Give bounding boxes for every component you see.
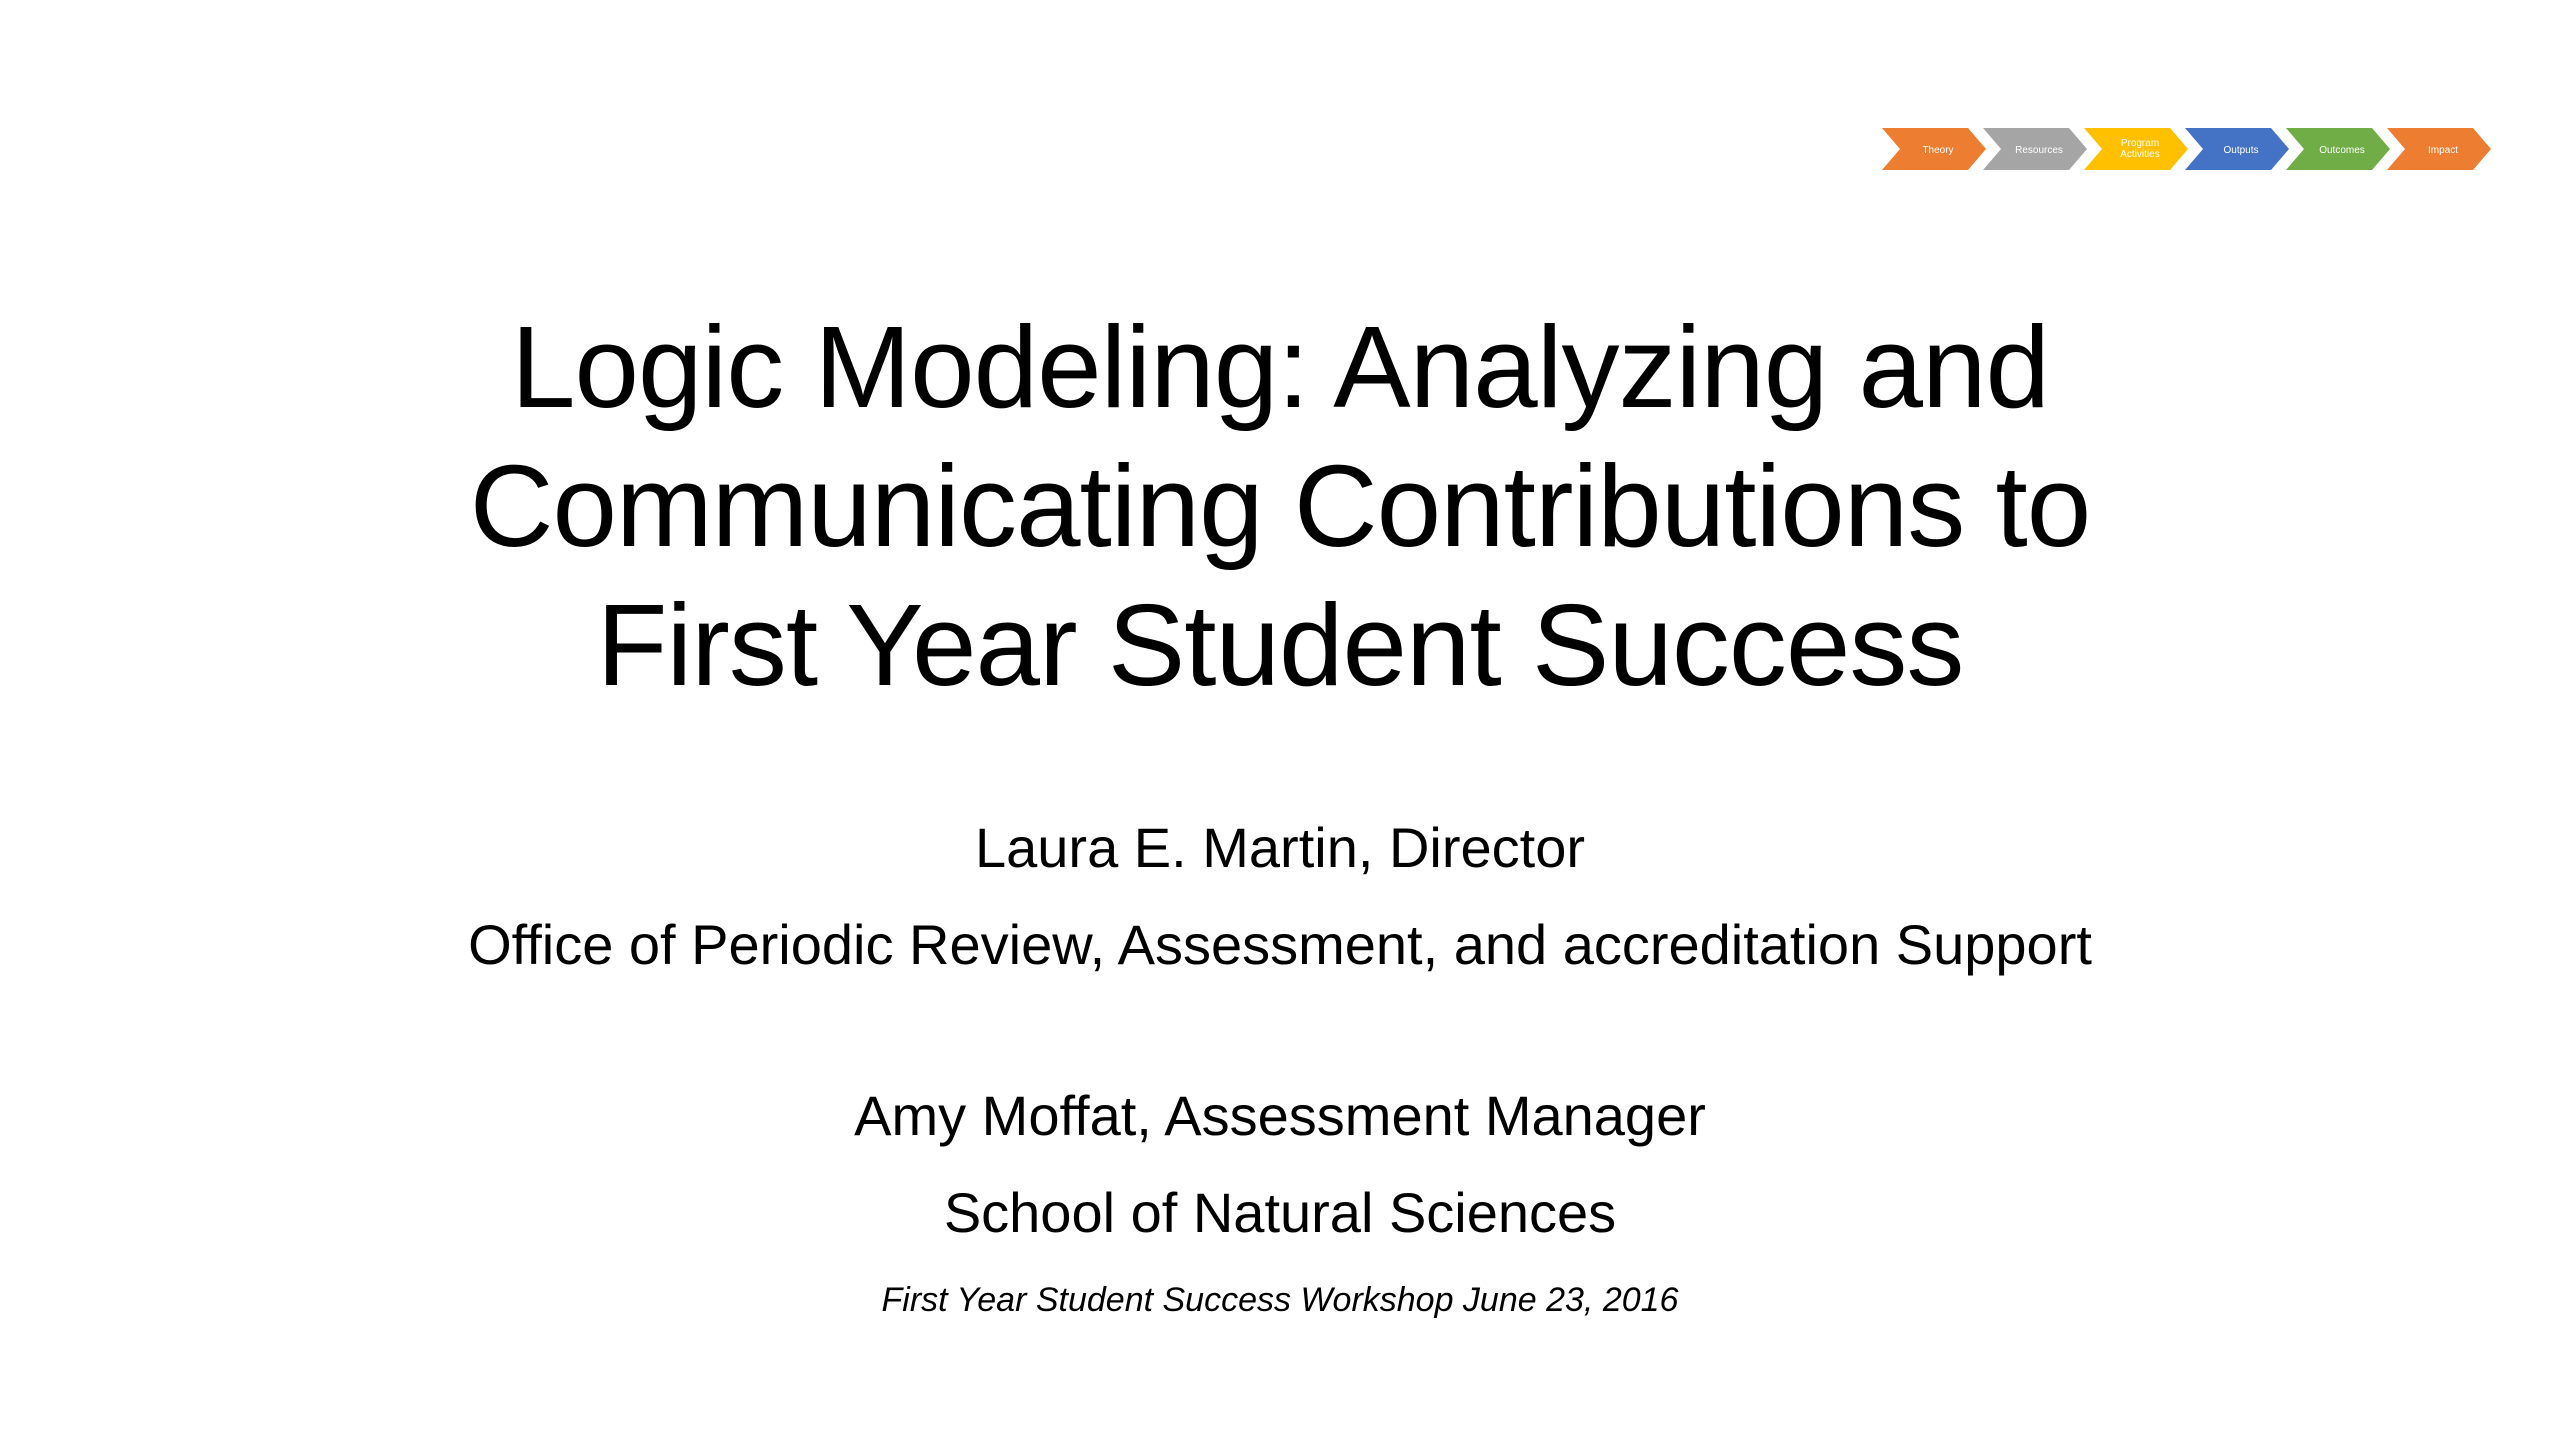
chevron-label: Theory [1922,145,1954,156]
presenter-2 [280,1084,2280,1245]
title-line-3: First Year Student Success [596,580,1964,710]
presenter-1-name: Laura E. Martin, Director [975,816,1585,879]
chevron-label: Outputs [2223,145,2259,156]
workshop-footer: First Year Student Success Workshop June 23, 2016 [881,1281,1679,1319]
logic-model-process-strip [1882,126,2496,172]
presenter-1 [280,816,2280,977]
chevron-label: Outcomes [2319,145,2365,156]
chevron-outcomes [2286,128,2390,170]
chevron-outputs [2185,128,2289,170]
chevron-impact [2387,128,2491,170]
title-line-1: Logic Modeling: Analyzing and [510,302,2050,432]
chevron-label: Activities [2120,149,2160,160]
chevron-resources [1983,128,2087,170]
chevron-label: Resources [2015,145,2063,156]
title-line-2: Communicating Contributions to [469,441,2091,571]
presenter-2-office: School of Natural Sciences [943,1181,1617,1244]
presenter-2-name: Amy Moffat, Assessment Manager [854,1084,1706,1147]
slide-title [280,298,2280,715]
chevron-label: Impact [2427,145,2459,156]
chevron-program-activities [2084,128,2188,170]
presenter-1-office: Office of Periodic Review, Assessment, and accreditation Support [468,913,2092,976]
chevron-theory [1882,128,1986,170]
chevron-label: Program [2120,138,2160,149]
